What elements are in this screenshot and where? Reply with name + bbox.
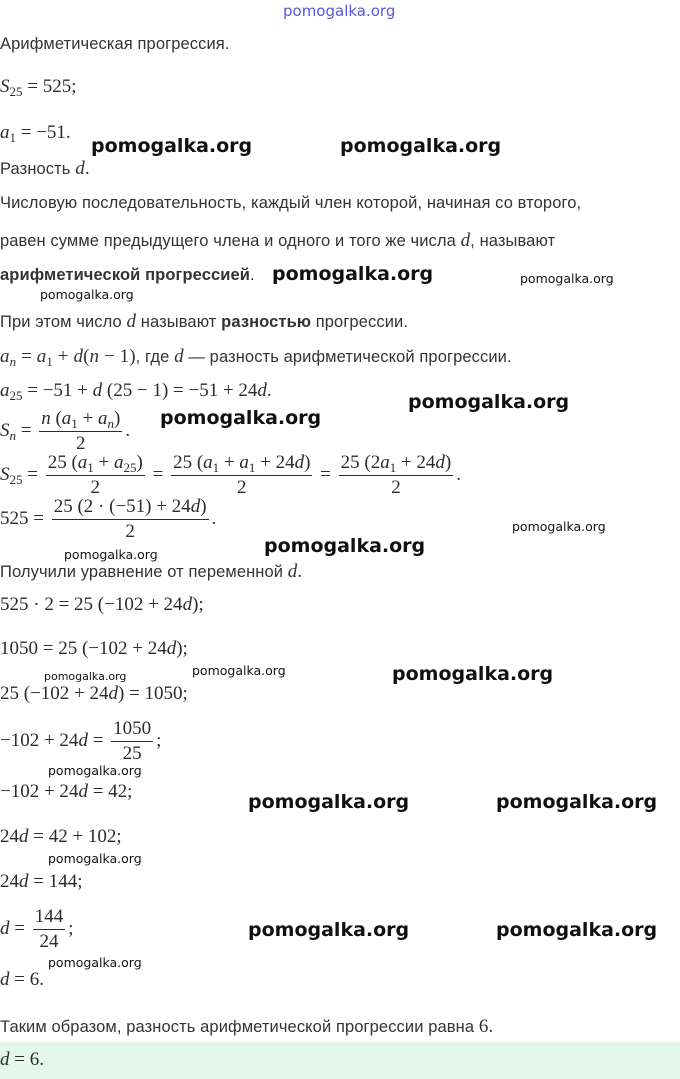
given-sum: $S_{25} = 525$; [0, 76, 77, 99]
watermark: pomogalka.org [392, 663, 554, 685]
conclusion: Таким образом, разность арифметической прогрессии равна 6. [0, 1016, 494, 1037]
step-5: −102 + 24d = 42; [0, 781, 133, 802]
s25-expansion: $S_{25}$ = $\frac{25 (a_1 + a_{25})}{2}$ = $\frac{25 (a_1 + a_1 + 24d)}{2}$ = $\frac{25 (2a_1 + 24d)}{2}$ . [0, 452, 461, 498]
nth-term-formula: $a_n = a_1 + d(n - 1)$, где d — разность арифметической прогрессии. [0, 346, 512, 369]
watermark: pomogalka.org [48, 955, 142, 970]
watermark: pomogalka.org [408, 391, 570, 413]
substituted-equation: 525 = $\frac{25 (2 \cdot (-51) + 24d)}{2}$ . [0, 496, 217, 542]
step-9: d = 6. [0, 969, 44, 990]
step-7: 24d = 144; [0, 871, 83, 892]
given-first-term: $a_1 = -51$. [0, 122, 71, 145]
watermark: pomogalka.org [91, 135, 253, 157]
definition-line-1: Числовую последовательность, каждый член которой, начиная со второго, [0, 194, 582, 212]
sum-formula: $S_n$ = $\frac{n (a_1 + a_n)}{2}$ . [0, 408, 131, 454]
watermark: pomogalka.org [496, 919, 658, 941]
a25-expression: $a_{25} = -51 + d$ (25 − 1) = −51 + 24d. [0, 380, 272, 403]
watermark: pomogalka.org [192, 663, 286, 678]
watermark: pomogalka.org [340, 135, 502, 157]
watermark: pomogalka.org [48, 851, 142, 866]
step-1: 525 · 2 = 25 (−102 + 24d); [0, 594, 204, 615]
watermark: pomogalka.org [272, 263, 434, 285]
equation-intro: Получили уравнение от переменной d. [0, 561, 303, 582]
difference-definition: При этом число d называют разностью прогрессии. [0, 311, 409, 332]
problem-title: Арифметическая прогрессия. [0, 35, 230, 53]
watermark: pomogalka.org [512, 519, 606, 534]
step-8: d = $\frac{144}{24}$ ; [0, 906, 74, 952]
watermark: pomogalka.org [264, 535, 426, 557]
watermark: pomogalka.org [64, 547, 158, 562]
definition-line-3: арифметической прогрессией. [0, 266, 255, 284]
watermark: pomogalka.org [44, 670, 127, 683]
step-2: 1050 = 25 (−102 + 24d); [0, 638, 188, 659]
watermark: pomogalka.org [48, 763, 142, 778]
step-4: −102 + 24d = $\frac{1050}{25}$ ; [0, 718, 162, 764]
site-watermark: pomogalka.org [283, 2, 396, 20]
watermark: pomogalka.org [248, 791, 410, 813]
find-difference: Разность d. [0, 158, 90, 179]
watermark: pomogalka.org [160, 407, 322, 429]
step-3: 25 (−102 + 24d) = 1050; [0, 683, 188, 704]
watermark: pomogalka.org [40, 287, 134, 302]
answer-box [0, 1042, 680, 1079]
watermark: pomogalka.org [496, 791, 658, 813]
step-6: 24d = 42 + 102; [0, 826, 122, 847]
watermark: pomogalka.org [520, 271, 614, 286]
definition-line-2: равен сумме предыдущего члена и одного и того же числа d, называют [0, 230, 556, 251]
answer-value: d = 6. [0, 1049, 44, 1070]
watermark: pomogalka.org [248, 919, 410, 941]
